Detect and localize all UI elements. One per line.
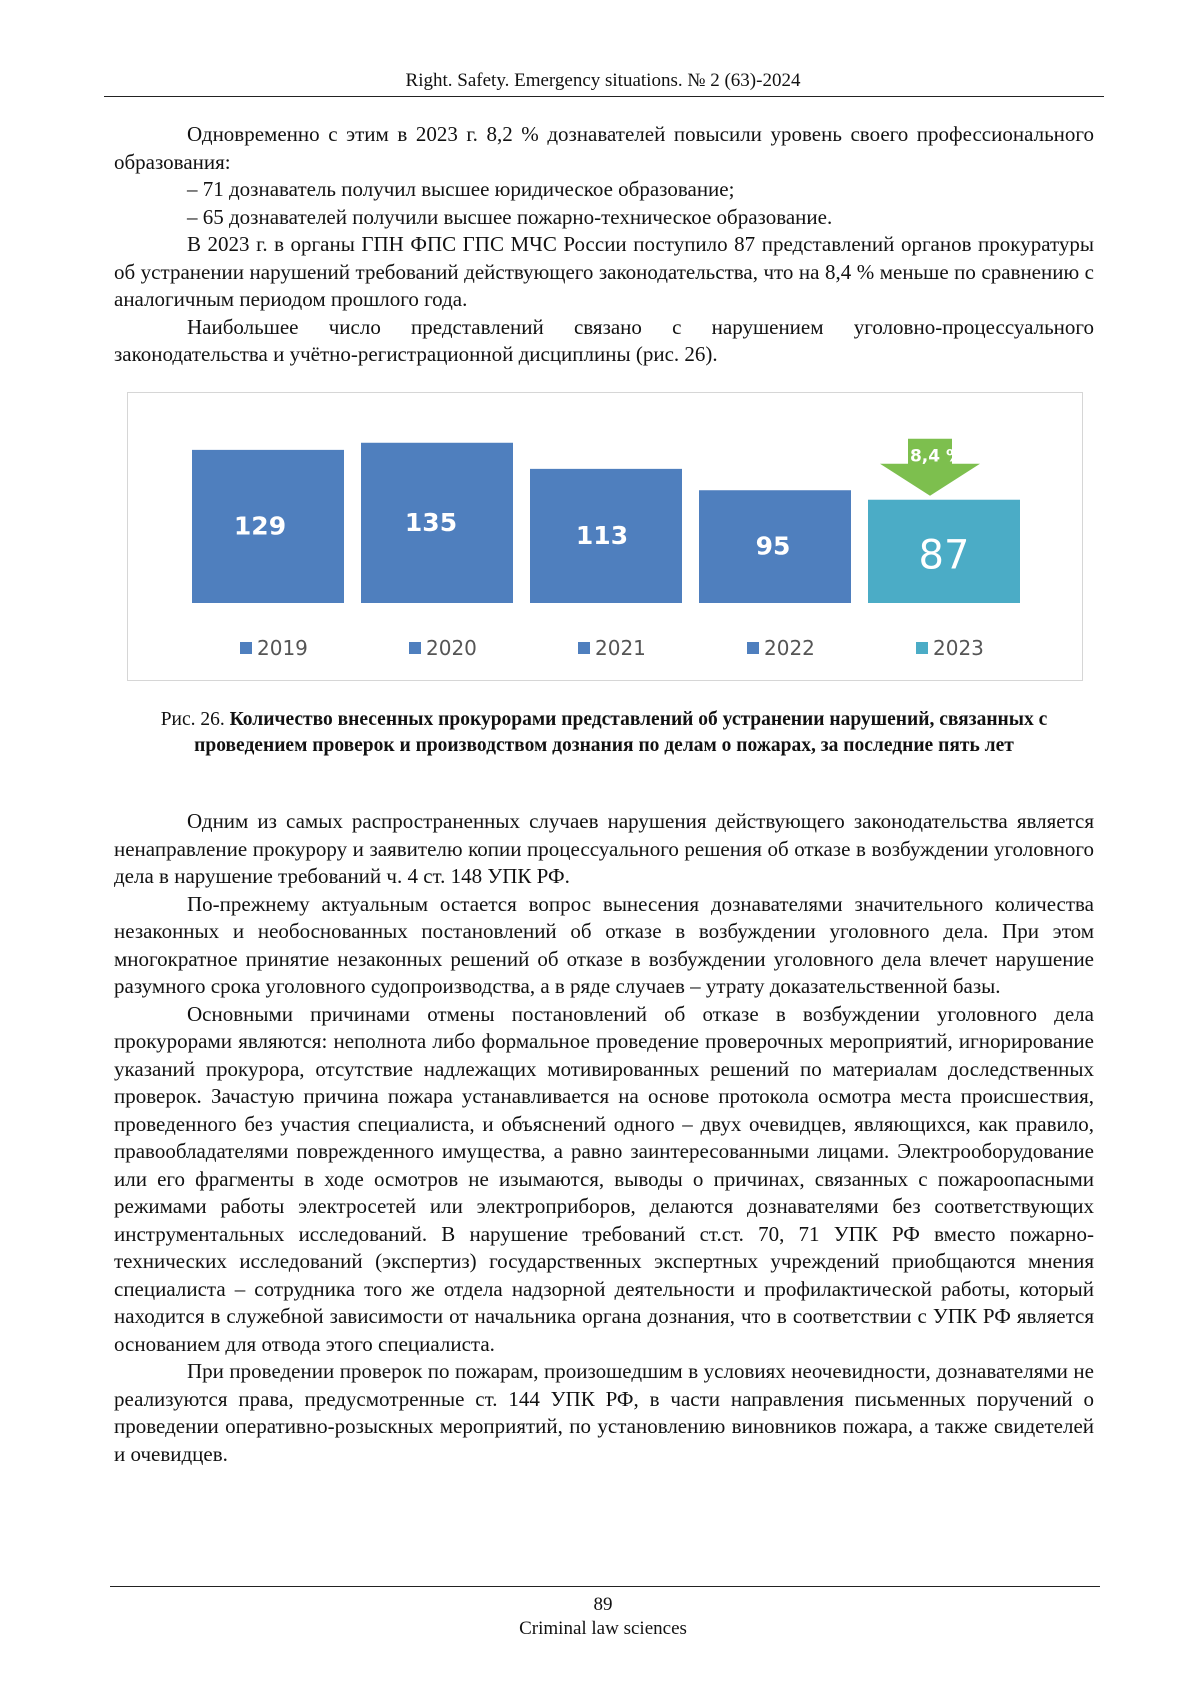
caption-prefix: Рис. 26. — [160, 709, 230, 730]
legend-label-2023: 2023 — [933, 636, 984, 660]
body-text-bottom — [114, 808, 1094, 1468]
caption-title: Количество внесенных прокурорами представлений об устранении нарушений, связанных с проведением проверок и производством дознания по делам о пожарах, за последние пять лет — [194, 709, 1048, 756]
data-label-2021: 113 — [575, 520, 629, 550]
paragraph: При проведении проверок по пожарам, произошедшим в условиях неочевидности, дознавателями не реализуются права, предусмотренные ст. 144 УПК РФ, в части направления письменных поручений о проведении оперативно-розыскных мероприятий, по установлению виновников пожара, а также свидетелей и очевидцев. — [114, 1359, 1094, 1466]
paragraph: Наибольшее число представлений связано с нарушением уголовно-процессуального законодательства и учётно-регистрационной дисциплины (рис. 26). — [114, 314, 1094, 366]
footer-divider — [110, 1586, 1100, 1587]
page-number: 89 — [593, 1594, 613, 1615]
paragraph: В 2023 г. в органы ГПН ФПС ГПС МЧС России поступило 87 представлений органов прокуратуры об устранении нарушений требований действующего законодательства, что на 8,4 % меньше по сравнению с аналогичным периодом прошлого года. — [114, 232, 1094, 311]
header-divider — [104, 96, 1104, 97]
legend-label-2022: 2022 — [764, 636, 815, 660]
bar-chart — [128, 393, 1082, 680]
data-label-2020: 135 — [404, 507, 458, 537]
paragraph: – 65 дознавателей получили высшее пожарно-техническое образование. — [187, 204, 833, 229]
paragraph: Основными причинами отмены постановлений об отказе в возбуждении уголовного дела прокурорами являются: неполнота либо формальное проведение проверочных мероприятий, игнорирование указаний прокурора, отсутствие надлежащих мотивированных решений по материалам доследственных проверок. Зачастую причина пожара устанавливается на основе протокола осмотра места происшествия, проведенного без участия специалиста, и объяснений одного – двух очевидцев, являющихся, как правило, правообладателями поврежденного имущества, а равно заинтересованными лицами. Электрооборудование или его фрагменты в ходе осмотров не изымаются, выводы о причинах, связанных с пожароопасными режимами работы электросетей или электроприборов, делаются дознавателями без соответствующих инструментальных исследований. В нарушение требований ст.ст. 70, 71 УПК РФ вместо пожарно-технических исследований (экспертиз) государственных экспертных учреждений приобщаются мнения специалиста – сотрудника того же отдела надзорной деятельности и профилактической работы, который находится в служебной зависимости от начальника органа дознания, что в соответствии с УПК РФ является основанием для отвода этого специалиста. — [114, 1001, 1094, 1356]
paragraph: Одновременно с этим в 2023 г. 8,2 % дознавателей повысили уровень своего профессионального образования: — [114, 122, 1094, 174]
journal-section: Criminal law sciences — [519, 1618, 687, 1639]
paragraph: По-прежнему актуальным остается вопрос вынесения дознавателями значительного количества незаконных и необоснованных постановлений об отказе в возбуждении уголовного дела. При этом многократное принятие незаконных решений об отказе в возбуждении уголовного дела влечет нарушение разумного срока уголовного судопроизводства, а в ряде случаев – утрату доказательственной базы. — [114, 891, 1094, 998]
running-header: Right. Safety. Emergency situations. № 2 (63)-2024 — [405, 70, 801, 91]
change-annotation: - 8,4 % — [896, 446, 964, 467]
legend-swatch-2019 — [240, 642, 252, 654]
legend-label-2020: 2020 — [426, 636, 477, 660]
legend-swatch-2023 — [916, 642, 928, 654]
body-text-top — [114, 121, 1094, 369]
data-label-2023: 87 — [918, 532, 970, 579]
legend-swatch-2021 — [578, 642, 590, 654]
figure-26-chart — [127, 392, 1083, 681]
legend-label-2019: 2019 — [257, 636, 308, 660]
paragraph: Одним из самых распространенных случаев нарушения действующего законодательства является ненаправление прокурору и заявителю копии процессуального решения об отказе в возбуждении уголовного дела в нарушение требований ч. 4 ст. 148 УПК РФ. — [114, 809, 1094, 888]
figure-caption — [114, 707, 1094, 759]
data-label-2019: 129 — [233, 511, 287, 541]
paragraph: – 71 дознаватель получил высшее юридическое образование; — [187, 177, 735, 201]
legend-label-2021: 2021 — [595, 636, 646, 660]
legend-swatch-2020 — [409, 642, 421, 654]
legend-swatch-2022 — [747, 642, 759, 654]
data-label-2022: 95 — [755, 531, 791, 561]
